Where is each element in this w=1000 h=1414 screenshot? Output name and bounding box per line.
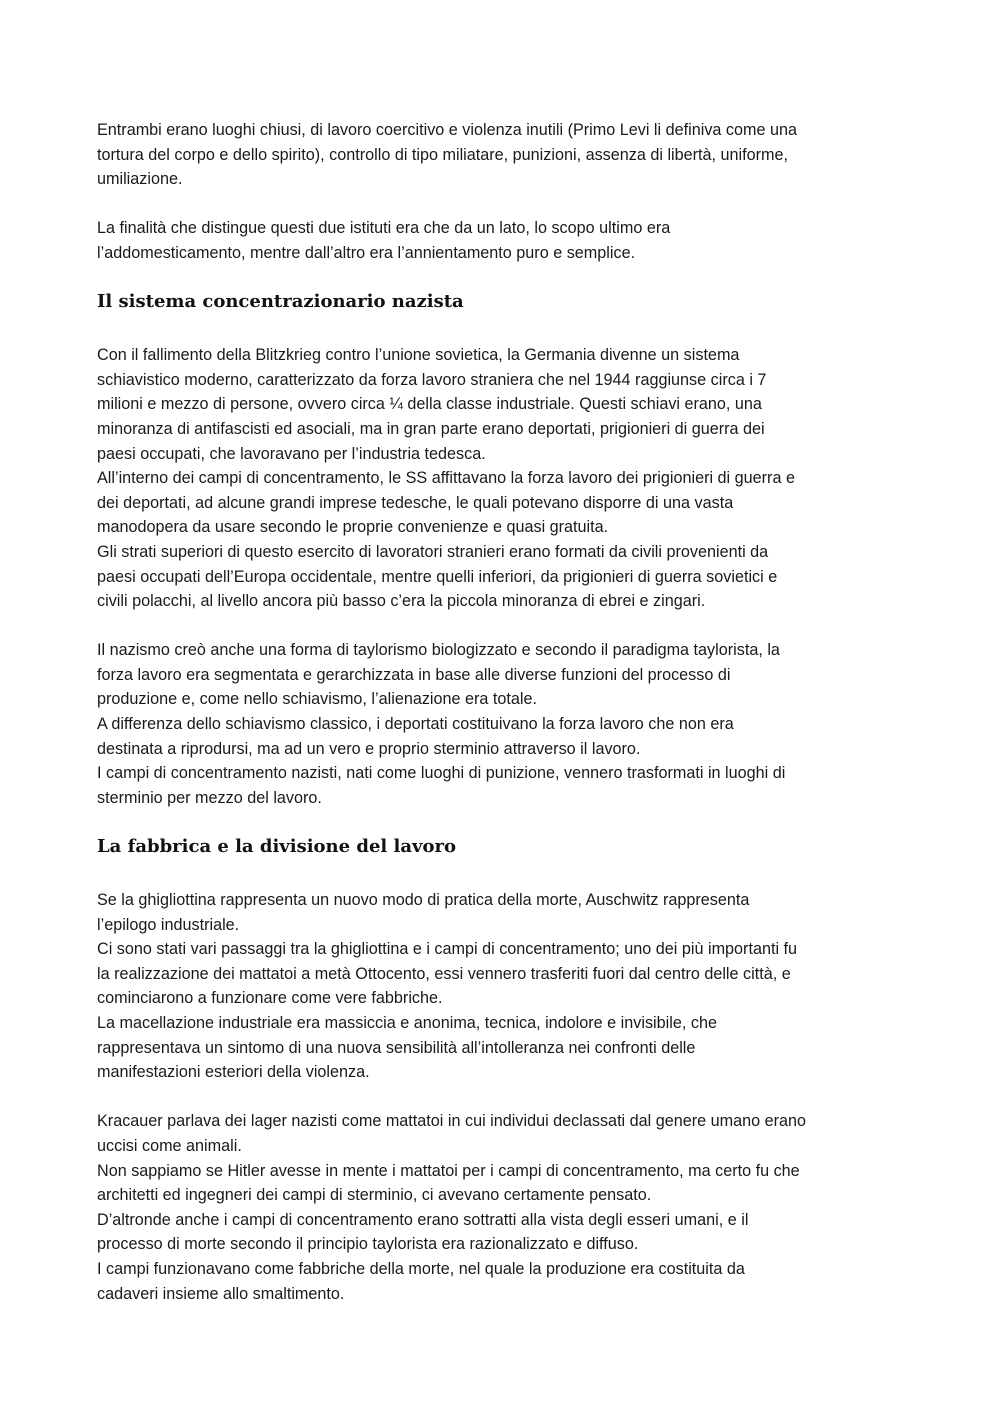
text-line: A differenza dello schiavismo classico, i deportati costituivano la forza lavoro che non era	[97, 715, 734, 734]
text-line: paesi occupati, che lavoravano per l’industria tedesca.	[97, 444, 486, 463]
paragraph-gap	[97, 266, 917, 291]
text-line: dei deportati, ad alcune grandi imprese tedesche, le quali potevano disporre di una vasta	[97, 493, 734, 512]
text-line: produzione e, come nello schiavismo, l’alienazione era totale.	[97, 690, 538, 709]
text-line: schiavistico moderno, caratterizzato da forza lavoro straniera che nel 1944 raggiunse circa i 7	[97, 370, 767, 389]
text-line: Non sappiamo se Hitler avesse in mente i mattatoi per i campi di concentramento, ma certo fu che	[97, 1161, 800, 1180]
text-line: All’interno dei campi di concentramento, le SS affittavano la forza lavoro dei prigionieri di guerra e	[97, 469, 795, 488]
text-line: architetti ed ingegneri dei campi di sterminio, ci avevano certamente pensato.	[97, 1186, 652, 1205]
text-line: l’epilogo industriale.	[97, 915, 240, 934]
text-line: Con il fallimento della Blitzkrieg contro l’unione sovietica, la Germania divenne un sistema	[97, 346, 740, 365]
text-line: D’altronde anche i campi di concentramento erano sottratti alla vista degli esseri umani, e il	[97, 1210, 749, 1229]
text-line: uccisi come animali.	[97, 1136, 242, 1155]
text-line: la realizzazione dei mattatoi a metà Ottocento, essi vennero trasferiti fuori dal centro delle città, e	[97, 964, 791, 983]
text-line: cominciarono a funzionare come vere fabbriche.	[97, 989, 443, 1008]
text-line: Se la ghigliottina rappresenta un nuovo modo di pratica della morte, Auschwitz rappresenta	[97, 891, 750, 910]
text-line: milioni e mezzo di persone, ovvero circa ¼ della classe industriale. Questi schiavi erano, una	[97, 395, 762, 414]
paragraph-intro	[97, 118, 917, 192]
text-line: processo di morte secondo il principio taylorista era razionalizzato e diffuso.	[97, 1235, 639, 1254]
text-line: rappresentava un sintomo di una nuova sensibilità all’intolleranza nei confronti delle	[97, 1038, 696, 1057]
text-line: umiliazione.	[97, 170, 183, 189]
text-line: La macellazione industriale era massiccia e anonima, tecnica, indolore e invisibile, che	[97, 1014, 717, 1032]
text-line: civili polacchi, al livello ancora più basso c’era la piccola minoranza di ebrei e zingari.	[97, 592, 706, 611]
paragraph-kracauer	[97, 1109, 917, 1306]
text-line: Entrambi erano luoghi chiusi, di lavoro coercitivo e violenza inutili (Primo Levi li definiva come una	[97, 121, 797, 139]
text-line: I campi di concentramento nazisti, nati come luoghi di punizione, vennero trasformati in luoghi di	[97, 764, 786, 783]
paragraph-taylorismo	[97, 638, 917, 810]
paragraph-gap	[97, 614, 917, 639]
text-line: sterminio per mezzo del lavoro.	[97, 788, 322, 807]
section-heading-fabbrica: La fabbrica e la divisione del lavoro	[97, 836, 456, 858]
text-line: destinata a riprodursi, ma ad un vero e proprio sterminio attraverso il lavoro.	[97, 739, 641, 758]
paragraph-gap	[97, 810, 917, 835]
text-line: minoranza di antifascisti ed asociali, ma in gran parte erano deportati, prigionieri di guerra dei	[97, 419, 765, 438]
paragraph-blitzkrieg	[97, 343, 917, 614]
paragraph-ghigliottina	[97, 888, 917, 1085]
document-page	[97, 118, 917, 1306]
text-line: paesi occupati dell’Europa occidentale, mentre quelli inferiori, da prigionieri di guerra sovietici e	[97, 567, 778, 586]
text-line: Gli strati superiori di questo esercito di lavoratori stranieri erano formati da civili provenienti da	[97, 542, 769, 561]
text-line: forza lavoro era segmentata e gerarchizzata in base alle diverse funzioni del processo di	[97, 665, 731, 684]
text-line: tortura del corpo e dello spirito), controllo di tipo miliatare, punizioni, assenza di libertà, uniforme,	[97, 145, 789, 164]
text-line: manifestazioni esteriori della violenza.	[97, 1063, 370, 1082]
text-line: cadaveri insieme allo smaltimento.	[97, 1284, 345, 1303]
section-heading-sistema: Il sistema concentrazionario nazista	[97, 291, 464, 313]
text-line: Il nazismo creò anche una forma di taylorismo biologizzato e secondo il paradigma taylorista, la	[97, 641, 780, 660]
text-line: La finalità che distingue questi due istituti era che da un lato, lo scopo ultimo era	[97, 219, 671, 238]
paragraph-gap	[97, 192, 917, 217]
text-line: Kracauer parlava dei lager nazisti come mattatoi in cui individui declassati dal genere umano erano	[97, 1112, 807, 1131]
paragraph-finalita	[97, 216, 917, 265]
text-line: manodopera da usare secondo le proprie convenienze e quasi gratuita.	[97, 518, 609, 537]
text-line: Ci sono stati vari passaggi tra la ghigliottina e i campi di concentramento; uno dei più importanti fu	[97, 940, 798, 959]
paragraph-gap	[97, 1085, 917, 1110]
text-line: l’addomesticamento, mentre dall’altro era l’annientamento puro e semplice.	[97, 243, 636, 262]
text-line: I campi funzionavano come fabbriche della morte, nel quale la produzione era costituita da	[97, 1259, 745, 1278]
